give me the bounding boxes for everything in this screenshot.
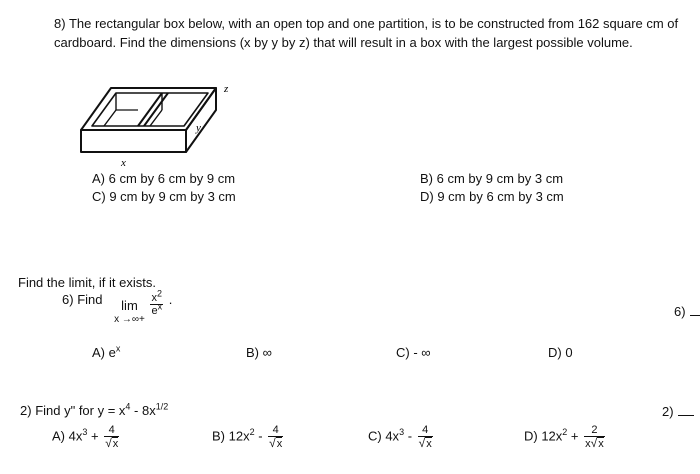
- label-z: z: [224, 83, 229, 95]
- q6-fraction: [150, 288, 163, 317]
- q6-numerator: $x^2$: [151, 288, 163, 304]
- q8-text: The rectangular box below, with an open top and one partition, is to be constructed from 162 square cm of cardboard. Find the dimensions (x by y by z) that will result in a box with the largest possible volume.: [54, 16, 679, 50]
- q6-denominator: $e^x$: [151, 301, 163, 317]
- lim-word: lim: [121, 298, 138, 313]
- q8-question: [54, 14, 694, 52]
- open-box-diagram: [76, 80, 236, 170]
- q8-option-b[interactable]: B) 6 cm by 9 cm by 3 cm: [420, 171, 564, 186]
- limit-section-heading: Find the limit, if it exists.: [18, 275, 156, 290]
- q6-option-a[interactable]: A) $e^x$: [92, 343, 121, 360]
- q6-period: .: [168, 292, 173, 307]
- q6-option-b[interactable]: B) ∞: [246, 345, 272, 360]
- label-x: x: [121, 157, 126, 169]
- q2-question: 2) Find y" for $y = x^4 - 8x^{1/2}$: [20, 401, 169, 418]
- q2-number: 2): [20, 403, 32, 418]
- q6-limit: [114, 292, 145, 326]
- q2-option-a[interactable]: A) $4x^3$ + $\frac{4}{√x}$: [52, 424, 119, 450]
- q8-option-c[interactable]: C) 9 cm by 9 cm by 3 cm: [92, 189, 236, 204]
- q2-answer-blank[interactable]: [678, 403, 694, 416]
- q8-number: 8): [54, 16, 66, 31]
- q6-option-d[interactable]: D) 0: [548, 345, 573, 360]
- q6-number: 6): [62, 292, 74, 307]
- q6-prompt: Find: [77, 292, 103, 307]
- q8-option-a[interactable]: A) 6 cm by 6 cm by 9 cm: [92, 171, 236, 186]
- q2-option-d[interactable]: D) $12x^2$ + $\frac{2}{x√x}$: [524, 424, 604, 450]
- q8-option-d[interactable]: D) 9 cm by 6 cm by 3 cm: [420, 189, 564, 204]
- q2-option-c[interactable]: C) $4x^3$ - $\frac{4}{√x}$: [368, 424, 432, 450]
- q6-option-c[interactable]: C) - ∞: [396, 345, 431, 360]
- q2-option-b[interactable]: B) $12x^2$ - $\frac{4}{√x}$: [212, 424, 283, 450]
- q6-right-number: 6): [674, 303, 700, 320]
- lim-subscript: x →∞+: [114, 313, 145, 325]
- q2-right-number: 2): [662, 403, 694, 420]
- q6-question: [62, 288, 173, 326]
- q6-answer-blank[interactable]: [690, 303, 700, 316]
- label-y: y: [196, 122, 201, 134]
